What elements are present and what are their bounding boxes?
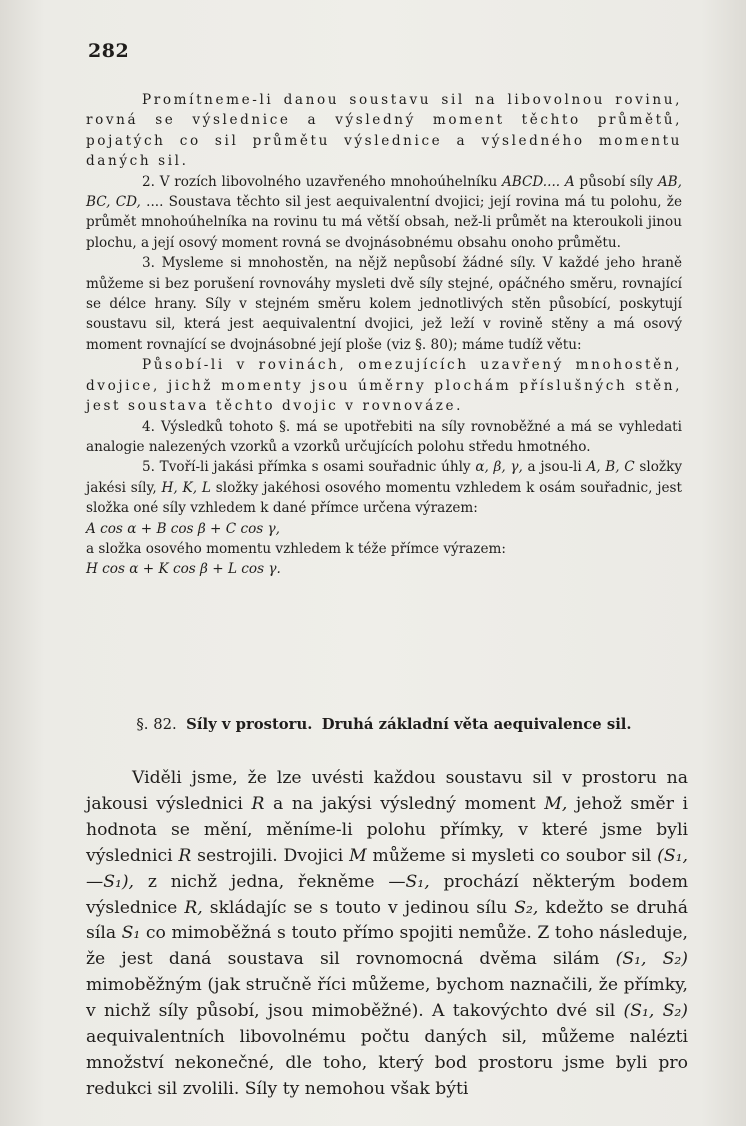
section-title: Síly v prostoru. xyxy=(186,716,313,733)
large-text-paragraph: Viděli jsme, že lze uvésti každou soustavu sil v prostoru na jakousi výslednici R a na jakýsi výsledný moment M, jehož směr i hodnota se mění, měníme-li polohu přímky, v které jsme byli výslednici R sestrojili. Dvojici M můžeme si mysleti co soubor sil (S₁, —S₁), z nichž jedna, řekněme —S₁, prochází některým bodem výslednice R, skládajíc se s touto v jedinou sílu S₂, kdežto se druhá síla S₁ co mimoběžná s touto přímo spojiti nemůže. Z toho následuje, že jest daná soustava sil rovnomocná dvěma silám (S₁, S₂) mimoběžným (jak stručně říci můžeme, bychom naznačili, že přímky, v nichž síly působí, jsou mimoběžné). A takovýchto dvé sil (S₁, S₂) aequivalentních libovolnému počtu daných sil, můžeme nalézti množství nekonečné, dle toho, který bod prostoru jsme byli pro redukci sil zvolili. Síly ty nemohou však býti xyxy=(86,768,689,1099)
section-subtitle: Druhá základní věta aequivalence sil. xyxy=(321,716,632,733)
paragraph-theorem: Působí-li v rovinách, omezujících uzavřený mnohostěn, dvojice, jichž momenty jsou úměrny plochám příslušných stěn, jest soustava těchto dvojic v rovnováze. xyxy=(86,357,682,415)
section-number: §. 82. xyxy=(136,716,177,733)
paragraph-2: 2. V rozích libovolného uzavřeného mnohoúhelníku ABCD.... A působí síly AB, BC, CD, .... Soustava těchto sil jest aequivalentní dvojici; její rovina má tu polohu, že průmět mnohoúhelníka na rovinu tu má větší obsah, než-li průmět na kteroukoli jinou plochu, a její osový moment rovná se dvojnásobnému obsahu onoho průmětu. xyxy=(86,173,683,251)
paragraph-3: 3. Mysleme si mnohostěn, na nějž nepůsobí žádné síly. V každé jeho hraně můžeme si bez porušení rovnováhy mysleti dvě síly stejné, opáčného směru, rovnající se délce hrany. Síly v stejném směru kolem jednotlivých stěn působící, poskytují soustavu sil, která jest aequivalentní dvojici, jež leží v rovině stěny a má osový moment rovnající se dvojnásobné její ploše (viz §. 80); máme tudíž větu: xyxy=(86,255,682,353)
section-heading xyxy=(86,716,682,733)
small-text-block xyxy=(86,90,682,580)
paragraph-intro: Promítneme-li danou soustavu sil na libovolnou rovinu, rovná se výslednice a výsledný moment těchto průmětů, pojatých co sil průmětu výslednice a výsledného momentu daných sil. xyxy=(86,92,682,170)
formula-force-component: A cos α + B cos β + C cos γ, xyxy=(86,520,281,537)
paragraph-4: 4. Výsledků tohoto §. má se upotřebiti na síly rovnoběžné a má se vyhledati analogie nalezených vzorků a vzorků určujících polohu středu hmotného. xyxy=(86,418,682,455)
formula-moment-component: H cos α + K cos β + L cos γ. xyxy=(86,561,281,578)
paragraph-5: 5. Tvoří-li jakási přímka s osami souřadnic úhly α, β, γ, a jsou-li A, B, C složky jakési síly, H, K, L složky jakéhosi osového momentu vzhledem k osám souřadnic, jest složka oné síly vzhledem k dané přímce určena výrazem: xyxy=(86,459,682,517)
page-number: 282 xyxy=(88,40,130,62)
paragraph-moment-component: a složka osového momentu vzhledem k téže přímce výrazem: xyxy=(86,540,506,557)
